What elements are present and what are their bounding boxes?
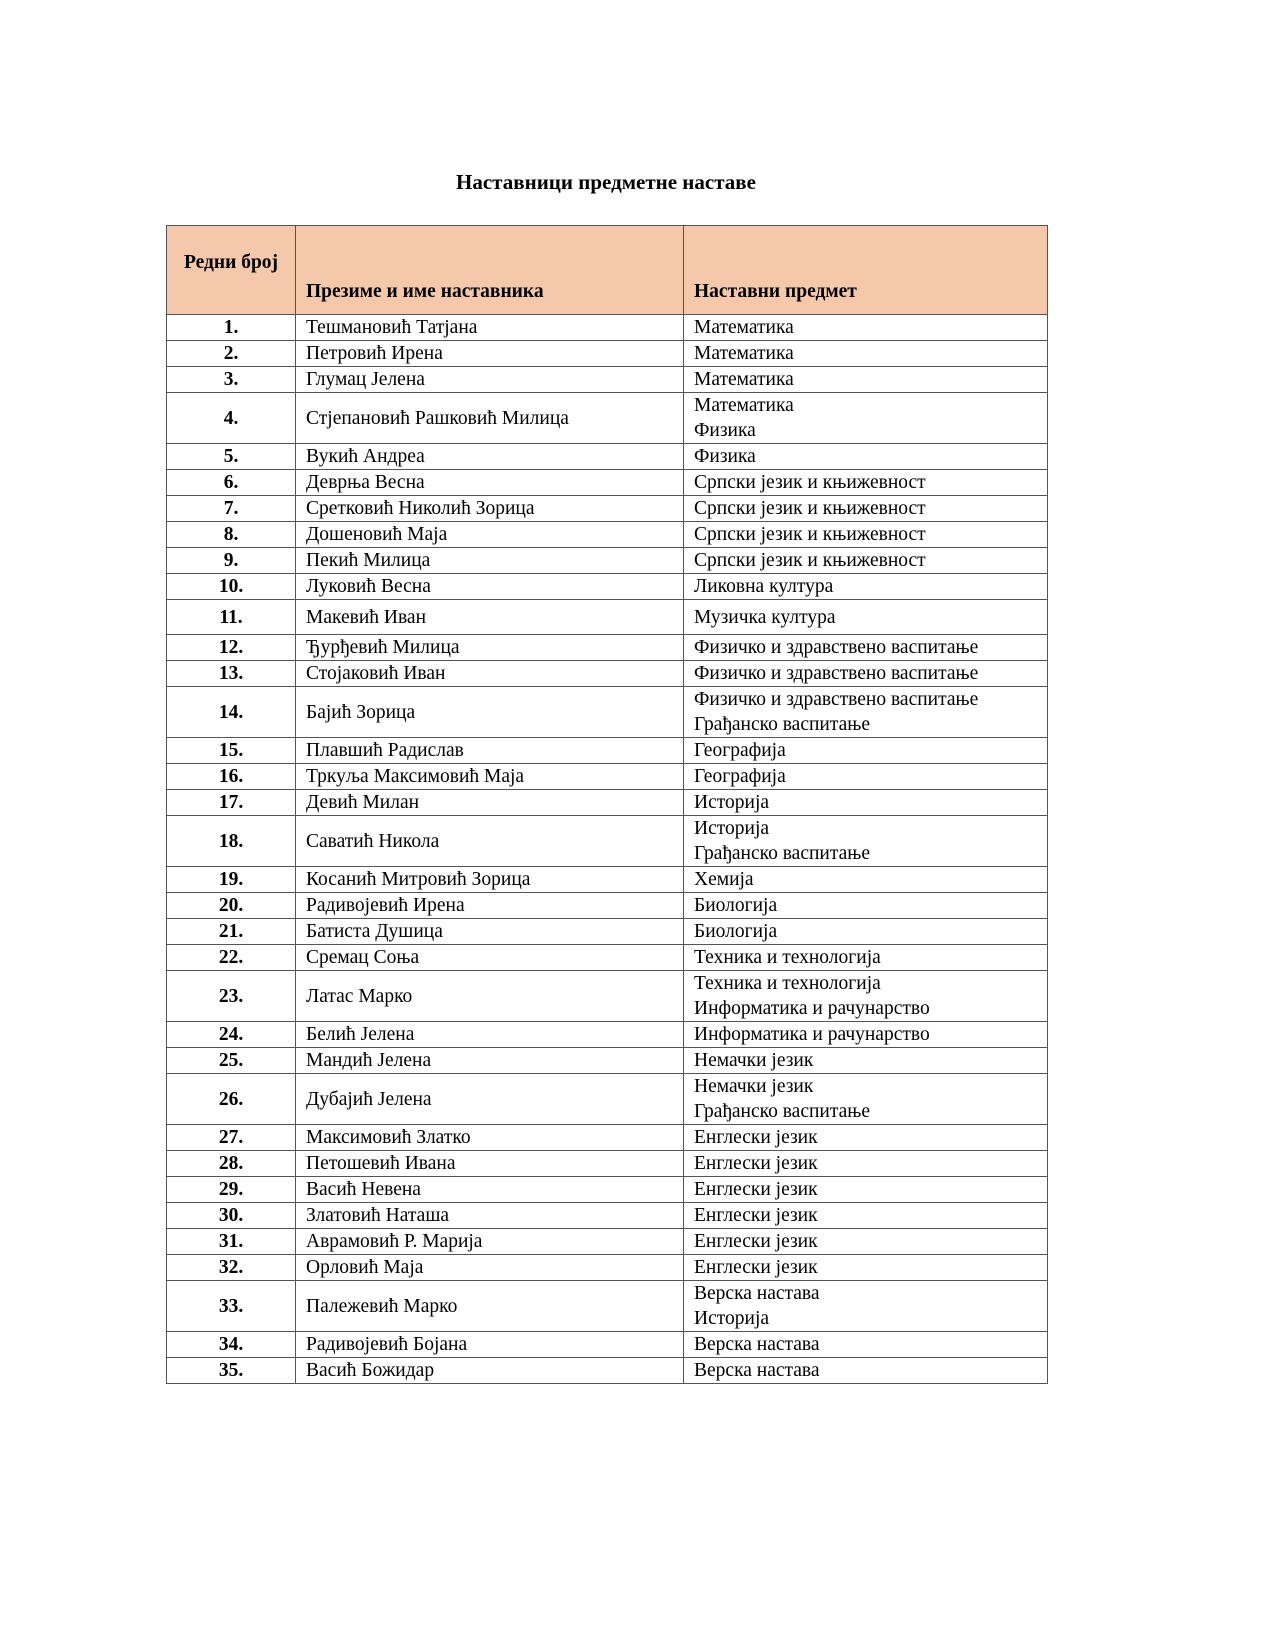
- subject-cell: [684, 1125, 1048, 1151]
- subject-cell: [684, 790, 1048, 816]
- subject-cell: [684, 600, 1048, 635]
- row-number: 14.: [167, 687, 296, 738]
- row-number: 31.: [167, 1229, 296, 1255]
- teacher-name: Васић Божидар: [296, 1358, 684, 1384]
- row-number: 20.: [167, 893, 296, 919]
- subject-name: Српски језик и књижевност: [694, 550, 926, 571]
- subject-cell: [684, 738, 1048, 764]
- table-row: [167, 816, 1048, 867]
- subject-name: Географија: [694, 766, 786, 787]
- subject-name: Енглески језик: [694, 1127, 818, 1148]
- row-number: 19.: [167, 867, 296, 893]
- table-row: [167, 1048, 1048, 1074]
- subject-name: Физика: [694, 446, 756, 467]
- teacher-name: Стојаковић Иван: [296, 661, 684, 687]
- table-row: [167, 444, 1048, 470]
- row-number: 21.: [167, 919, 296, 945]
- subject-cell: [684, 661, 1048, 687]
- row-number: 22.: [167, 945, 296, 971]
- table-header-row: [167, 226, 1048, 315]
- row-number: 18.: [167, 816, 296, 867]
- table-row: [167, 1074, 1048, 1125]
- row-number: 35.: [167, 1358, 296, 1384]
- row-number: 23.: [167, 971, 296, 1022]
- subject-cell: [684, 1074, 1048, 1125]
- subject-name: Техника и технологија: [694, 947, 881, 968]
- subject-name: Математика: [694, 395, 794, 416]
- subject-name: Физика: [694, 420, 756, 441]
- subject-name: Техника и технологија: [694, 973, 881, 994]
- row-number: 3.: [167, 367, 296, 393]
- teacher-name: Пекић Милица: [296, 548, 684, 574]
- teacher-name: Батиста Душица: [296, 919, 684, 945]
- subject-cell: [684, 1048, 1048, 1074]
- subject-cell: [684, 816, 1048, 867]
- table-row: [167, 764, 1048, 790]
- teacher-name: Глумац Јелена: [296, 367, 684, 393]
- subject-name: Немачки језик: [694, 1050, 814, 1071]
- subject-cell: [684, 1281, 1048, 1332]
- teacher-name: Тркуља Максимовић Маја: [296, 764, 684, 790]
- teacher-name: Радивојевић Бојана: [296, 1332, 684, 1358]
- subject-name: Верска настава: [694, 1360, 820, 1381]
- subject-cell: [684, 893, 1048, 919]
- subject-name: Физичко и здравствено васпитање: [694, 663, 979, 684]
- subject-name: Математика: [694, 369, 794, 390]
- subject-name: Математика: [694, 343, 794, 364]
- table-row: [167, 738, 1048, 764]
- table-row: [167, 496, 1048, 522]
- subject-name: Историја: [694, 818, 770, 839]
- row-number: 33.: [167, 1281, 296, 1332]
- teacher-name: Макевић Иван: [296, 600, 684, 635]
- subject-name: Верска настава: [694, 1283, 820, 1304]
- row-number: 28.: [167, 1151, 296, 1177]
- subject-name: Верска настава: [694, 1334, 820, 1355]
- subject-name: Енглески језик: [694, 1205, 818, 1226]
- teacher-name: Тешмановић Татјана: [296, 315, 684, 341]
- row-number: 16.: [167, 764, 296, 790]
- teacher-name: Дубајић Јелена: [296, 1074, 684, 1125]
- page-title: Наставници предметне наставе: [456, 170, 756, 194]
- subject-cell: [684, 1332, 1048, 1358]
- subject-name: Грађанско васпитање: [694, 843, 871, 864]
- subject-cell: [684, 393, 1048, 444]
- subject-cell: [684, 687, 1048, 738]
- subject-name: Српски језик и књижевност: [694, 498, 926, 519]
- row-number: 12.: [167, 635, 296, 661]
- subject-name: Српски језик и књижевност: [694, 472, 926, 493]
- row-number: 25.: [167, 1048, 296, 1074]
- row-number: 32.: [167, 1255, 296, 1281]
- table-row: [167, 971, 1048, 1022]
- subject-name: Енглески језик: [694, 1179, 818, 1200]
- subject-name: Немачки језик: [694, 1076, 814, 1097]
- row-number: 1.: [167, 315, 296, 341]
- subject-name: Енглески језик: [694, 1231, 818, 1252]
- teacher-name: Петровић Ирена: [296, 341, 684, 367]
- table-row: [167, 1151, 1048, 1177]
- teacher-name: Васић Невена: [296, 1177, 684, 1203]
- table-row: [167, 341, 1048, 367]
- subject-cell: [684, 496, 1048, 522]
- table-row: [167, 548, 1048, 574]
- subject-name: Хемија: [694, 869, 754, 890]
- row-number: 9.: [167, 548, 296, 574]
- header-number: Редни број: [167, 226, 296, 315]
- subject-cell: [684, 1229, 1048, 1255]
- teacher-name: Стјепановић Рашковић Милица: [296, 393, 684, 444]
- table-row: [167, 574, 1048, 600]
- subject-name: Енглески језик: [694, 1257, 818, 1278]
- row-number: 27.: [167, 1125, 296, 1151]
- teacher-name: Луковић Весна: [296, 574, 684, 600]
- table-row: [167, 1203, 1048, 1229]
- subject-name: Информатика и рачунарство: [694, 1024, 930, 1045]
- subject-name: Енглески језик: [694, 1153, 818, 1174]
- header-name: Презиме и име наставника: [296, 226, 684, 315]
- subject-cell: [684, 635, 1048, 661]
- teacher-name: Плавшић Радислав: [296, 738, 684, 764]
- table-row: [167, 1229, 1048, 1255]
- table-row: [167, 315, 1048, 341]
- subject-name: Информатика и рачунарство: [694, 998, 930, 1019]
- subject-cell: [684, 1203, 1048, 1229]
- teacher-name: Сремац Соња: [296, 945, 684, 971]
- subject-name: Биологија: [694, 895, 778, 916]
- row-number: 5.: [167, 444, 296, 470]
- subject-cell: [684, 341, 1048, 367]
- table-row: [167, 367, 1048, 393]
- subject-cell: [684, 444, 1048, 470]
- table-row: [167, 1332, 1048, 1358]
- row-number: 4.: [167, 393, 296, 444]
- subject-name: Српски језик и књижевност: [694, 524, 926, 545]
- row-number: 8.: [167, 522, 296, 548]
- subject-name: Ликовна култура: [694, 576, 834, 597]
- subject-cell: [684, 470, 1048, 496]
- teacher-name: Девић Милан: [296, 790, 684, 816]
- teacher-name: Белић Јелена: [296, 1022, 684, 1048]
- table-row: [167, 522, 1048, 548]
- subject-cell: [684, 1358, 1048, 1384]
- table-row: [167, 393, 1048, 444]
- subject-cell: [684, 367, 1048, 393]
- teacher-name: Мандић Јелена: [296, 1048, 684, 1074]
- subject-cell: [684, 574, 1048, 600]
- teacher-name: Максимовић Златко: [296, 1125, 684, 1151]
- row-number: 7.: [167, 496, 296, 522]
- row-number: 34.: [167, 1332, 296, 1358]
- row-number: 30.: [167, 1203, 296, 1229]
- table-row: [167, 1022, 1048, 1048]
- table-row: [167, 1255, 1048, 1281]
- table-row: [167, 919, 1048, 945]
- table-row: [167, 1281, 1048, 1332]
- teacher-name: Саватић Никола: [296, 816, 684, 867]
- subject-cell: [684, 1151, 1048, 1177]
- table-row: [167, 1358, 1048, 1384]
- subject-name: Историја: [694, 792, 770, 813]
- row-number: 2.: [167, 341, 296, 367]
- teacher-name: Латас Марко: [296, 971, 684, 1022]
- teacher-name: Ђурђевић Милица: [296, 635, 684, 661]
- row-number: 15.: [167, 738, 296, 764]
- subject-cell: [684, 548, 1048, 574]
- teacher-name: Аврамовић Р. Марија: [296, 1229, 684, 1255]
- teacher-name: Дошеновић Маја: [296, 522, 684, 548]
- header-subject: Наставни предмет: [684, 226, 1048, 315]
- teacher-name: Палежевић Марко: [296, 1281, 684, 1332]
- subject-cell: [684, 945, 1048, 971]
- teacher-name: Бајић Зорица: [296, 687, 684, 738]
- subject-name: Математика: [694, 317, 794, 338]
- row-number: 24.: [167, 1022, 296, 1048]
- subject-name: Физичко и здравствено васпитање: [694, 689, 979, 710]
- subject-cell: [684, 867, 1048, 893]
- teachers-table: [166, 225, 1048, 1384]
- table-row: [167, 945, 1048, 971]
- table-row: [167, 470, 1048, 496]
- table-row: [167, 867, 1048, 893]
- subject-cell: [684, 919, 1048, 945]
- table-row: [167, 635, 1048, 661]
- subject-name: Музичка култура: [694, 606, 836, 628]
- teacher-name: Петошевић Ивана: [296, 1151, 684, 1177]
- subject-name: Географија: [694, 740, 786, 761]
- teacher-name: Златовић Наташа: [296, 1203, 684, 1229]
- row-number: 26.: [167, 1074, 296, 1125]
- subject-cell: [684, 971, 1048, 1022]
- subject-name: Историја: [694, 1308, 770, 1329]
- table-row: [167, 600, 1048, 635]
- subject-cell: [684, 1022, 1048, 1048]
- subject-name: Биологија: [694, 921, 778, 942]
- teacher-name: Радивојевић Ирена: [296, 893, 684, 919]
- row-number: 11.: [167, 600, 296, 635]
- table-row: [167, 893, 1048, 919]
- subject-cell: [684, 1255, 1048, 1281]
- subject-name: Грађанско васпитање: [694, 714, 871, 735]
- table-row: [167, 687, 1048, 738]
- subject-cell: [684, 1177, 1048, 1203]
- subject-cell: [684, 764, 1048, 790]
- table-row: [167, 1177, 1048, 1203]
- subject-cell: [684, 522, 1048, 548]
- row-number: 10.: [167, 574, 296, 600]
- table-row: [167, 661, 1048, 687]
- row-number: 29.: [167, 1177, 296, 1203]
- teacher-name: Сретковић Николић Зорица: [296, 496, 684, 522]
- table-row: [167, 790, 1048, 816]
- row-number: 13.: [167, 661, 296, 687]
- row-number: 6.: [167, 470, 296, 496]
- row-number: 17.: [167, 790, 296, 816]
- subject-name: Физичко и здравствено васпитање: [694, 637, 979, 658]
- teacher-name: Орловић Маја: [296, 1255, 684, 1281]
- teacher-name: Косанић Митровић Зорица: [296, 867, 684, 893]
- teacher-name: Деврња Весна: [296, 470, 684, 496]
- teacher-name: Вукић Андреа: [296, 444, 684, 470]
- subject-name: Грађанско васпитање: [694, 1101, 871, 1122]
- table-row: [167, 1125, 1048, 1151]
- subject-cell: [684, 315, 1048, 341]
